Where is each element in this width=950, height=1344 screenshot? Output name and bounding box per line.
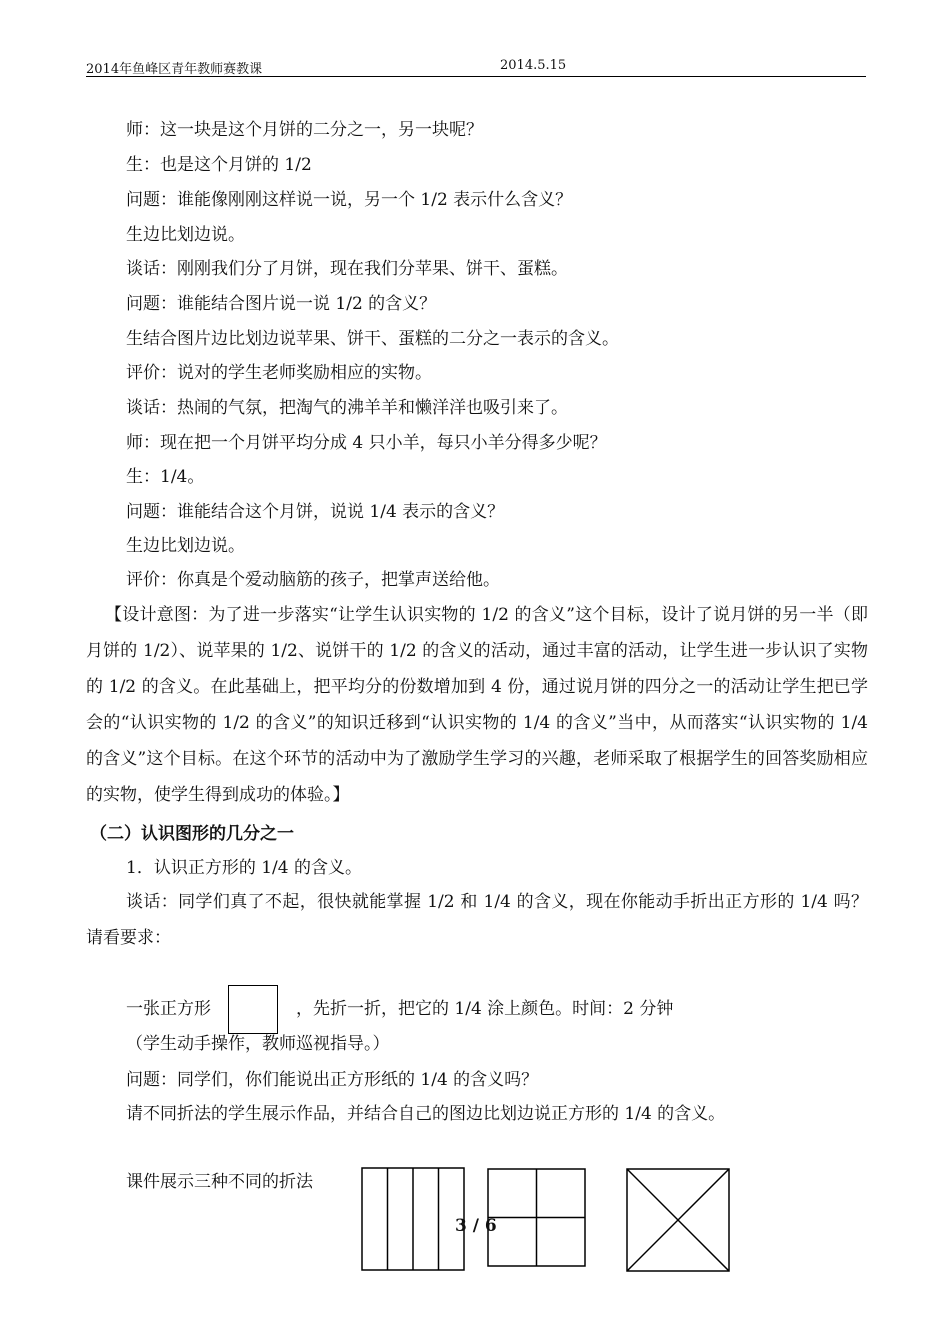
courseware-label: 课件展示三种不同的折法 bbox=[126, 1172, 313, 1192]
dialogue-line: 问题：谁能结合图片说一说 1/2 的含义？ bbox=[126, 294, 437, 314]
header-title: 2014年鱼峰区青年教师赛教课 bbox=[86, 62, 263, 77]
four-strips-fold bbox=[362, 1168, 464, 1270]
dialogue-line: 评价：说对的学生老师奖励相应的实物。 bbox=[126, 363, 432, 383]
talk-paragraph: 谈话：同学们真了不起，很快就能掌握 1/2 和 1/4 的含义，现在你能动手折出正方形的 1/4 吗？请看要求： bbox=[86, 892, 868, 948]
page-header bbox=[86, 56, 866, 77]
section-heading: （二）认识图形的几分之一 bbox=[90, 824, 294, 844]
task-text-before: 一张正方形 bbox=[126, 999, 211, 1019]
subsection-item: 1．认识正方形的 1/4 的含义。 bbox=[126, 858, 362, 878]
dialogue-line: 问题：谁能像刚刚这样说一说，另一个 1/2 表示什么含义？ bbox=[126, 190, 573, 210]
dialogue-line: 生边比划边说。 bbox=[126, 536, 245, 556]
dialogue-line: 生：也是这个月饼的 1/2 bbox=[126, 155, 312, 175]
folding-methods-figure bbox=[355, 1165, 745, 1275]
dialogue-line: 谈话：热闹的气氛，把淘气的沸羊羊和懒洋洋也吸引来了。 bbox=[126, 398, 568, 418]
four-squares-fold bbox=[488, 1169, 585, 1266]
dialogue-line: 评价：你真是个爱动脑筋的孩子，把掌声送给他。 bbox=[126, 570, 500, 590]
page-number: 3 / 6 bbox=[455, 1216, 497, 1236]
square-paper-figure bbox=[228, 985, 278, 1034]
header-date: 2014.5.15 bbox=[500, 58, 567, 73]
task-text-after: ，先折一折，把它的 1/4 涂上颜色。时间：2 分钟 bbox=[296, 999, 674, 1019]
dialogue-line: 生结合图片边比划边说苹果、饼干、蛋糕的二分之一表示的含义。 bbox=[126, 329, 619, 349]
diagonal-fold bbox=[627, 1169, 729, 1271]
design-intent-paragraph: 【设计意图：为了进一步落实“让学生认识实物的 1/2 的含义”这个目标，设计了说月饼的另一半（即月饼的 1/2）、说苹果的 1/2、说饼干的 1/2 的含义的活动，通过丰富的活动，让学生进一步认识了实物的 1/2 的含义。在此基础上，把平均分的份数增加到 4 份，通过说月饼的四分之一的活动让学生把已学会的“认识实物的 1/2 的含义”的知识迁移到“认识实物的 1/4 的含义”当中，从而落实“认识实物的 1/4 的含义”这个目标。在这个环节的活动中为了激励学生学习的兴趣，老师采取了根据学生的回答奖励相应的实物，使学生得到成功的体验。】 bbox=[86, 605, 868, 805]
activity-note: （学生动手操作，教师巡视指导。） bbox=[126, 1034, 390, 1054]
show-line: 请不同折法的学生展示作品，并结合自己的图边比划边说正方形的 1/4 的含义。 bbox=[126, 1104, 726, 1124]
dialogue-line: 谈话：刚刚我们分了月饼，现在我们分苹果、饼干、蛋糕。 bbox=[126, 259, 568, 279]
dialogue-line: 师：这一块是这个月饼的二分之一，另一块呢？ bbox=[126, 120, 483, 140]
question-line: 问题：同学们，你们能说出正方形纸的 1/4 的含义吗？ bbox=[126, 1070, 539, 1090]
dialogue-line: 生：1/4。 bbox=[126, 467, 205, 487]
dialogue-line: 问题：谁能结合这个月饼，说说 1/4 表示的含义？ bbox=[126, 502, 505, 522]
dialogue-line: 师：现在把一个月饼平均分成 4 只小羊，每只小羊分得多少呢？ bbox=[126, 433, 607, 453]
dialogue-line: 生边比划边说。 bbox=[126, 225, 245, 245]
